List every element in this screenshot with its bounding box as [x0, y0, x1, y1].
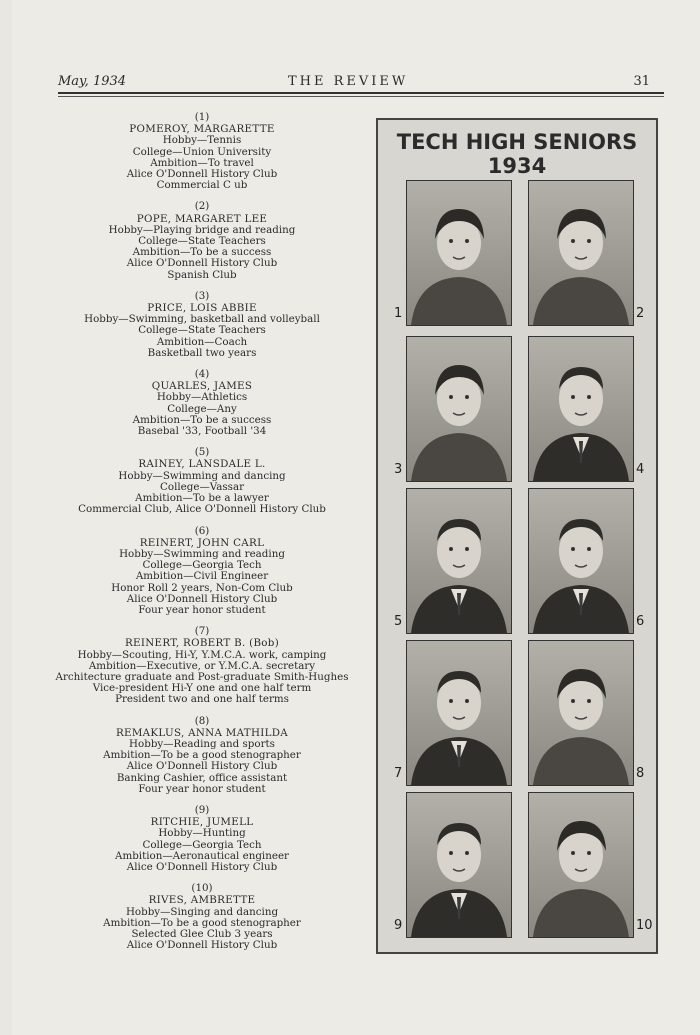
senior-entry	[42, 526, 362, 617]
entry-name: POPE, MARGARET LEE	[136, 212, 268, 225]
entry-line: Ambition—To be a success	[132, 246, 272, 259]
header-title: THE REVIEW	[288, 74, 409, 89]
entry-line: Hobby—Swimming, basketball and volleyball	[84, 313, 320, 326]
entry-line: Hobby—Singing and dancing	[125, 905, 279, 918]
portrait-number: 4	[636, 462, 645, 477]
entry-number: (4)	[194, 368, 210, 381]
senior-portrait	[528, 792, 634, 938]
senior-entry	[42, 716, 362, 795]
entry-line: Hobby—Tennis	[162, 134, 242, 147]
entry-line: Alice O'Donnell History Club	[126, 939, 278, 952]
senior-entry	[42, 201, 362, 280]
portrait-number: 9	[394, 918, 403, 933]
senior-portrait	[528, 488, 634, 634]
entry-line: College—Georgia Tech	[142, 838, 262, 851]
entry-line: Commercial Club, Alice O'Donnell History Club	[78, 503, 326, 516]
entry-line: Hobby—Scouting, Hi-Y, Y.M.C.A. work, camping	[77, 648, 327, 661]
entry-line: Ambition—Civil Engineer	[135, 570, 269, 583]
senior-portrait	[528, 640, 634, 786]
entry-line: Ambition—Coach	[156, 335, 248, 348]
entry-number: (6)	[194, 524, 210, 537]
entry-line: Ambition—Aeronautical engineer	[115, 849, 289, 862]
entry-number: (7)	[194, 625, 210, 638]
portrait-number: 7	[394, 766, 403, 781]
entry-line: College—Any	[167, 402, 237, 415]
senior-entry	[42, 112, 362, 191]
entry-line: College—Vassar	[160, 480, 244, 493]
portrait-number: 5	[394, 614, 403, 629]
entry-line: Basebal '33, Football '34	[137, 425, 267, 438]
portrait-number: 3	[394, 462, 403, 477]
entry-line: Alice O'Donnell History Club	[126, 257, 278, 270]
entry-line: College—Georgia Tech	[142, 559, 262, 572]
entry-line: Selected Glee Club 3 years	[131, 928, 273, 940]
entry-line: Alice O'Donnell History Club	[126, 168, 278, 181]
entry-line: Basketball two years	[147, 346, 257, 359]
entry-name: PRICE, LOIS ABBIE	[147, 302, 257, 315]
senior-portrait	[406, 180, 512, 326]
entry-number: (1)	[194, 111, 210, 123]
portrait-number: 2	[636, 306, 645, 321]
senior-entry	[42, 369, 362, 437]
portrait-number: 6	[636, 614, 645, 629]
entry-number: (5)	[194, 446, 210, 459]
portrait-number: 10	[636, 918, 653, 933]
entry-line: Ambition—Executive, or Y.M.C.A. secretary	[88, 659, 316, 672]
entry-line: Hobby—Reading and sports	[129, 737, 275, 750]
senior-entries	[42, 112, 362, 961]
senior-portrait	[528, 336, 634, 482]
entry-line: Banking Cashier, office assistant	[116, 771, 288, 784]
entry-name: REINERT, JOHN CARL	[139, 536, 265, 549]
yearbook-page	[12, 0, 700, 1035]
header-date: May, 1934	[58, 74, 127, 89]
entry-line: Ambition—To be a lawyer	[135, 492, 269, 505]
entry-line: Hobby—Athletics	[156, 391, 248, 404]
entry-line: Hobby—Hunting	[158, 827, 246, 840]
entry-name: QUARLES, JAMES	[151, 380, 253, 393]
panel-title-line2: 1934	[487, 154, 547, 178]
entry-line: Ambition—To be a good stenographer	[103, 749, 301, 762]
panel-title-line1: TECH HIGH SENIORS	[396, 130, 638, 154]
entry-name: POMEROY, MARGARETTE	[129, 123, 275, 136]
entry-name: REINERT, ROBERT B. (Bob)	[124, 637, 280, 650]
senior-portrait	[406, 336, 512, 482]
photo-panel	[376, 118, 658, 954]
entry-line: Four year honor student	[138, 603, 266, 616]
entry-line: Alice O'Donnell History Club	[126, 860, 278, 873]
entry-number: (9)	[194, 803, 210, 816]
entry-name: RAINEY, LANSDALE L.	[138, 458, 266, 471]
entry-name: REMAKLUS, ANNA MATHILDA	[115, 726, 289, 739]
senior-entry	[42, 883, 362, 951]
entry-line: Four year honor student	[138, 782, 266, 795]
senior-portrait	[406, 792, 512, 938]
page-header	[58, 72, 664, 94]
portrait-number: 1	[394, 306, 403, 321]
entry-number: (3)	[194, 289, 210, 302]
header-rule	[58, 92, 664, 94]
entry-line: Ambition—To be a success	[132, 413, 272, 426]
senior-entry	[42, 447, 362, 515]
page-number: 31	[633, 74, 650, 89]
entry-name: RIVES, AMBRETTE	[148, 894, 256, 907]
entry-line: Vice-president Hi-Y one and one half term	[92, 682, 312, 695]
entry-line: College—State Teachers	[138, 324, 266, 337]
entry-line: Ambition—To be a good stenographer	[103, 916, 301, 929]
senior-portrait	[528, 180, 634, 326]
senior-portrait	[406, 488, 512, 634]
entry-line: President two and one half terms	[115, 693, 289, 706]
entry-line: Alice O'Donnell History Club	[126, 592, 278, 605]
senior-entry	[42, 626, 362, 705]
header-rule-thin	[58, 96, 664, 97]
entry-line: Architecture graduate and Post-graduate Smith-Hughes	[55, 670, 349, 683]
portrait-number: 8	[636, 766, 645, 781]
entry-line: Spanish Club	[167, 268, 237, 281]
entry-line: Hobby—Swimming and reading	[119, 547, 285, 560]
entry-name: RITCHIE, JUMELL	[150, 816, 254, 829]
senior-portrait	[406, 640, 512, 786]
entry-number: (2)	[194, 200, 210, 213]
senior-entry	[42, 291, 362, 359]
entry-number: (8)	[194, 714, 210, 727]
entry-line: Ambition—To travel	[150, 156, 254, 169]
entry-line: Hobby—Swimming and dancing	[118, 469, 286, 482]
entry-line: Honor Roll 2 years, Non-Com Club	[111, 581, 293, 594]
entry-line: Hobby—Playing bridge and reading	[108, 223, 296, 236]
entry-line: Commercial C ub	[156, 179, 248, 192]
entry-line: College—Union University	[132, 145, 272, 158]
entry-line: College—State Teachers	[138, 235, 266, 248]
senior-entry	[42, 805, 362, 873]
entry-number: (10)	[191, 882, 213, 895]
entry-line: Alice O'Donnell History Club	[126, 760, 278, 773]
panel-title	[378, 130, 656, 178]
